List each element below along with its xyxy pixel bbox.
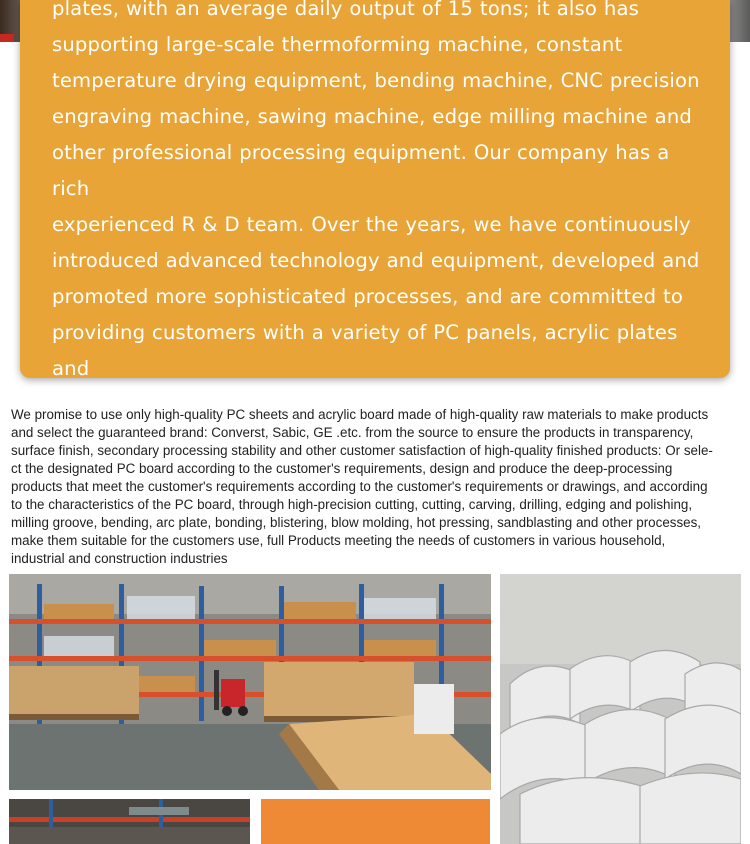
rack-photo (9, 799, 250, 844)
promise-paragraph: We promise to use only high-quality PC sheets and acrylic board made of high-quality raw materials to make products and select the guaranteed brand: Converst, Sabic, GE .etc. from the source to ensure the products in transparency, surface finish, secondary processing stability and other customer satisfaction of high-quality finished products: Or sele- ct the designated PC board according to the customer's requirements, design and produce the deep-processing products that meet the customer's requirements according to the customer's requirements or drawings, and according to the characteristics of the PC board, through high-precision cutting, cutting, carving, drilling, edging and polishing, milling groove, bending, arc plate, bonding, blistering, blow molding, hot pressing, sandblasting and other processes, make them suitable for the customers use, full Products meeting the needs of customers in various household, industrial and construction industries (11, 407, 713, 566)
warehouse-photo (9, 574, 491, 790)
curved-parts-photo (500, 574, 741, 844)
orange-tile (261, 799, 490, 844)
photo-red-mark (0, 34, 14, 42)
intro-card (20, 0, 730, 378)
intro-paragraph: plates, with an average daily output of 15 tons; it also has supporting large-scale thermoforming machine, constant temperature drying equipment, bending machine, CNC precision engraving machine, sawing machine, edge milling machine and other professional processing equipment. Our company has a rich experienced R & D team. Over the years, we have continuously introduced advanced technology and equipment, developed and promoted more sophisticated processes, and are committed to providing customers with a variety of PC panels, acrylic plates and (52, 0, 700, 378)
